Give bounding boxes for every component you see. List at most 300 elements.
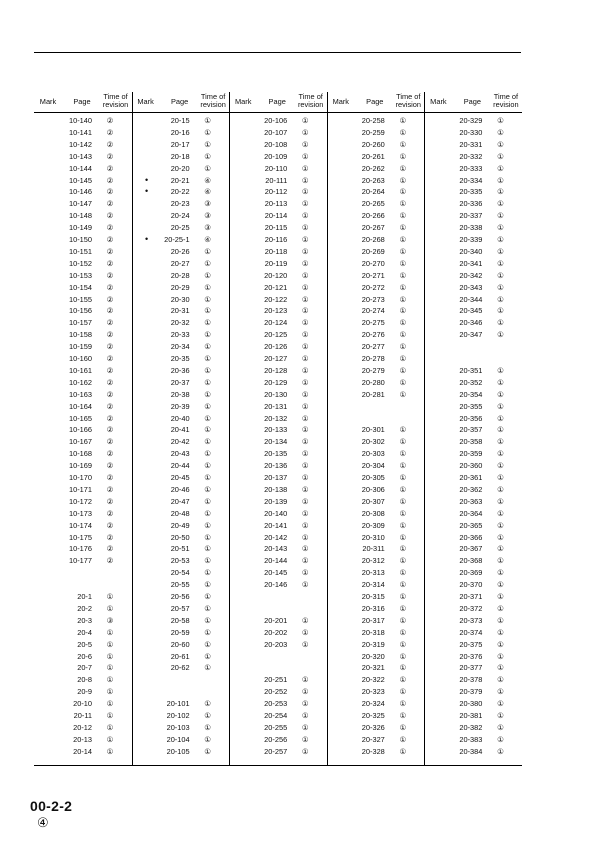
- page-cell: 20-384: [459, 746, 483, 756]
- revision-cell: ①: [204, 294, 211, 304]
- page-cell: 20-358: [459, 437, 483, 447]
- page-cell: 20-379: [459, 687, 483, 697]
- page-cell: 20-343: [459, 282, 483, 292]
- revision-cell: ①: [497, 473, 504, 482]
- revision-cell: ①: [399, 663, 407, 673]
- page-cell: 20-39: [170, 401, 190, 411]
- revision-cell: ①: [301, 127, 309, 137]
- page-cell: 20-48: [170, 508, 190, 518]
- revision-cell: ①: [301, 520, 309, 530]
- page-cell: 20-342: [459, 270, 483, 280]
- page-cell: 20-372: [459, 603, 483, 613]
- mark-cell: •: [145, 174, 149, 185]
- revision-cell: ①: [204, 413, 211, 423]
- page-cell: 20-130: [264, 389, 288, 399]
- page-cell: 20-131: [264, 401, 288, 411]
- revision-cell: ①: [301, 318, 309, 328]
- page-cell: 20-361: [459, 473, 483, 482]
- page-cell: 20-22: [170, 187, 190, 197]
- revision-cell: ①: [497, 330, 504, 340]
- page-cell: 20-28: [170, 270, 190, 280]
- page-cell: 10-158: [68, 330, 92, 340]
- revision-cell: ①: [497, 270, 504, 280]
- revision-cell: ①: [399, 508, 407, 518]
- revision-cell: ①: [497, 401, 504, 411]
- revision-cell: ③: [204, 211, 211, 221]
- page-cell: 20-143: [264, 544, 288, 554]
- page-cell: 20-141: [264, 520, 288, 530]
- header-revision: revision: [200, 100, 226, 109]
- header-page: Page: [170, 97, 189, 106]
- page-cell: 20-3: [77, 615, 92, 625]
- page-cell: 20-118: [264, 246, 288, 256]
- revision-cell: ①: [399, 592, 407, 601]
- revision-cell: ①: [301, 389, 309, 399]
- revision-table: [34, 92, 522, 766]
- revision-cell: ①: [399, 318, 407, 328]
- page-cell: 20-10: [73, 699, 92, 709]
- revision-cell: ①: [301, 199, 309, 209]
- page-cell: 20-262: [361, 163, 385, 173]
- page-cell: 20-53: [170, 556, 190, 566]
- revision-cell: ①: [301, 425, 309, 435]
- page-cell: 20-29: [170, 282, 190, 292]
- revision-cell: ①: [497, 318, 504, 328]
- page-cell: 20-308: [361, 508, 385, 518]
- page-cell: 20-307: [361, 496, 385, 506]
- revision-cell: ①: [301, 734, 309, 744]
- page-cell: 10-141: [68, 127, 92, 137]
- page-cell: 20-376: [459, 651, 483, 661]
- page-cell: 20-368: [459, 556, 483, 566]
- page-cell: 20-382: [459, 722, 483, 732]
- revision-cell: ①: [301, 484, 309, 494]
- revision-cell: ②: [106, 556, 114, 566]
- revision-cell: ①: [301, 151, 309, 161]
- page-cell: 20-255: [264, 722, 288, 732]
- page-cell: 20-260: [361, 139, 385, 149]
- revision-cell: ①: [497, 211, 504, 221]
- page-cell: 20-346: [459, 318, 483, 328]
- revision-cell: ①: [399, 639, 407, 649]
- revision-cell: ①: [204, 116, 211, 125]
- page-revision-mark: ④: [37, 815, 49, 830]
- page-cell: 20-310: [361, 532, 385, 542]
- page-cell: 20-332: [459, 151, 483, 161]
- column-separator: [229, 92, 230, 766]
- page-cell: 20-44: [170, 461, 190, 471]
- revision-cell: ②: [106, 306, 114, 316]
- header-time-of: Time of: [396, 92, 421, 101]
- page-cell: 20-113: [264, 199, 288, 209]
- revision-cell: ①: [399, 520, 407, 530]
- page-cell: 20-102: [166, 711, 190, 720]
- revision-cell: ②: [106, 127, 114, 137]
- page-cell: 20-128: [264, 365, 288, 375]
- revision-cell: ①: [399, 580, 407, 590]
- header-mark: Mark: [39, 97, 57, 106]
- page-cell: 20-266: [361, 211, 385, 221]
- page-cell: 20-122: [264, 294, 288, 304]
- revision-cell: ①: [497, 282, 504, 292]
- revision-cell: ①: [301, 246, 309, 256]
- revision-cell: ①: [497, 520, 504, 530]
- revision-cell: ①: [301, 711, 309, 720]
- page-cell: 20-140: [264, 508, 288, 518]
- revision-cell: ①: [497, 425, 504, 435]
- page-cell: 20-114: [264, 211, 288, 221]
- page-cell: 20-21: [170, 175, 190, 185]
- revision-cell: ①: [204, 365, 211, 375]
- page-cell: 20-314: [361, 580, 385, 590]
- revision-cell: ①: [204, 473, 211, 482]
- revision-cell: ①: [106, 663, 114, 673]
- revision-cell: ①: [497, 639, 504, 649]
- revision-cell: ①: [497, 163, 504, 173]
- revision-cell: ②: [106, 139, 114, 149]
- page-cell: 20-355: [459, 401, 483, 411]
- revision-cell: ②: [106, 365, 114, 375]
- page-cell: 20-142: [264, 532, 288, 542]
- revision-cell: ①: [204, 699, 211, 709]
- revision-cell: ①: [399, 258, 407, 268]
- page-cell: 20-280: [361, 377, 385, 387]
- revision-cell: ①: [204, 270, 211, 280]
- header-mark: Mark: [430, 97, 447, 106]
- revision-cell: ①: [399, 270, 407, 280]
- revision-cell: ①: [301, 377, 309, 387]
- page-cell: 10-147: [68, 199, 92, 209]
- page-cell: 20-105: [166, 746, 190, 756]
- revision-cell: ①: [497, 568, 504, 578]
- page-cell: 20-6: [77, 651, 92, 661]
- page-cell: 20-125: [264, 330, 288, 340]
- revision-cell: ①: [399, 568, 407, 578]
- page-cell: 10-159: [68, 342, 92, 352]
- revision-cell: ②: [106, 175, 114, 185]
- page-cell: 20-106: [264, 116, 288, 125]
- page-cell: 20-134: [264, 437, 288, 447]
- page-cell: 20-272: [361, 282, 385, 292]
- header-mark: Mark: [137, 97, 154, 106]
- revision-cell: ①: [106, 627, 114, 637]
- revision-cell: ①: [204, 151, 211, 161]
- revision-cell: ②: [106, 496, 114, 506]
- revision-cell: ①: [497, 116, 504, 125]
- page-cell: 20-365: [459, 520, 483, 530]
- page-cell: 10-173: [68, 508, 92, 518]
- revision-cell: ①: [106, 675, 114, 685]
- page-cell: 20-273: [361, 294, 385, 304]
- revision-cell: ①: [204, 330, 211, 340]
- revision-cell: ①: [301, 508, 309, 518]
- page-cell: 20-281: [361, 389, 385, 399]
- revision-cell: ①: [204, 163, 211, 173]
- page-cell: 20-305: [361, 473, 385, 482]
- page-cell: 20-335: [459, 187, 483, 197]
- page-cell: 20-318: [361, 627, 385, 637]
- revision-cell: ①: [204, 389, 211, 399]
- revision-cell: ①: [106, 734, 114, 744]
- page-cell: 20-133: [264, 425, 288, 435]
- header-revision: revision: [297, 100, 324, 109]
- page-cell: 10-140: [68, 116, 92, 125]
- page-cell: 20-373: [459, 615, 483, 625]
- page-cell: 20-254: [264, 711, 288, 720]
- revision-cell: ①: [399, 556, 407, 566]
- page-cell: 20-16: [170, 127, 190, 137]
- revision-cell: ①: [497, 389, 504, 399]
- revision-cell: ①: [399, 484, 407, 494]
- revision-cell: ①: [497, 603, 504, 613]
- page-cell: 10-152: [68, 258, 92, 268]
- revision-cell: ①: [301, 699, 309, 709]
- revision-cell: ①: [497, 139, 504, 149]
- page-cell: 20-306: [361, 484, 385, 494]
- revision-cell: ①: [399, 615, 407, 625]
- page-cell: 10-176: [68, 544, 92, 554]
- page-cell: 20-352: [459, 377, 483, 387]
- revision-cell: ②: [106, 199, 114, 209]
- revision-cell: ①: [399, 223, 407, 233]
- header-page: Page: [463, 97, 482, 106]
- page-cell: 20-40: [170, 413, 190, 423]
- page-cell: 20-202: [264, 627, 288, 637]
- page-cell: 10-151: [68, 246, 92, 256]
- revision-cell: ①: [106, 651, 114, 661]
- revision-cell: ②: [106, 354, 114, 363]
- header-time-of-revision: [100, 93, 131, 109]
- page-cell: 20-24: [170, 211, 190, 221]
- revision-cell: ①: [497, 580, 504, 590]
- page-cell: 10-157: [68, 318, 92, 328]
- revision-cell: ①: [497, 461, 504, 471]
- revision-cell: ①: [204, 484, 211, 494]
- revision-cell: ①: [399, 246, 407, 256]
- revision-cell: ①: [399, 354, 407, 363]
- page-cell: 20-1: [77, 592, 92, 601]
- page-cell: 20-38: [170, 389, 190, 399]
- revision-cell: ②: [106, 484, 114, 494]
- page-cell: 20-54: [170, 568, 190, 578]
- revision-cell: ①: [399, 330, 407, 340]
- revision-cell: ②: [106, 330, 114, 340]
- page-cell: 20-104: [166, 734, 190, 744]
- revision-cell: ①: [399, 461, 407, 471]
- revision-cell: ②: [106, 401, 114, 411]
- page-cell: 10-167: [68, 437, 92, 447]
- revision-cell: ①: [399, 377, 407, 387]
- page-cell: 20-275: [361, 318, 385, 328]
- revision-cell: ④: [204, 175, 211, 185]
- revision-cell: ①: [301, 556, 309, 566]
- page-cell: 20-261: [361, 151, 385, 161]
- page-cell: 20-30: [170, 294, 190, 304]
- page-cell: 20-339: [459, 235, 483, 244]
- page-cell: 20-354: [459, 389, 483, 399]
- revision-cell: ①: [204, 437, 211, 447]
- page-cell: 20-36: [170, 365, 190, 375]
- page-cell: 20-317: [361, 615, 385, 625]
- revision-cell: ①: [301, 282, 309, 292]
- page-cell: 20-316: [361, 603, 385, 613]
- page-cell: 20-107: [264, 127, 288, 137]
- revision-cell: ①: [301, 687, 309, 697]
- page-cell: 20-123: [264, 306, 288, 316]
- page-cell: 20-35: [170, 354, 190, 363]
- page-cell: 20-268: [361, 235, 385, 244]
- page-cell: 10-164: [68, 401, 92, 411]
- page-cell: 20-132: [264, 413, 288, 423]
- revision-cell: ①: [399, 235, 407, 244]
- revision-cell: ①: [497, 294, 504, 304]
- page-cell: 20-265: [361, 199, 385, 209]
- revision-cell: ①: [204, 603, 211, 613]
- revision-cell: ①: [399, 449, 407, 459]
- revision-cell: ②: [106, 163, 114, 173]
- revision-cell: ②: [106, 449, 114, 459]
- page-cell: 20-103: [166, 722, 190, 732]
- revision-cell: ①: [204, 746, 211, 756]
- page-cell: 20-253: [264, 699, 288, 709]
- revision-cell: ②: [106, 437, 114, 447]
- revision-cell: ①: [497, 127, 504, 137]
- revision-cell: ①: [301, 568, 309, 578]
- revision-cell: ①: [301, 461, 309, 471]
- revision-cell: ①: [497, 627, 504, 637]
- revision-cell: ①: [399, 722, 407, 732]
- revision-cell: ①: [301, 163, 309, 173]
- revision-cell: ①: [399, 342, 407, 352]
- page-cell: 20-263: [361, 175, 385, 185]
- revision-cell: ①: [497, 663, 504, 673]
- page-cell: 20-25: [170, 223, 190, 233]
- page-cell: 20-338: [459, 223, 483, 233]
- revision-cell: ①: [204, 401, 211, 411]
- page-cell: 20-374: [459, 627, 483, 637]
- page-cell: 20-340: [459, 246, 483, 256]
- revision-cell: ②: [106, 425, 114, 435]
- revision-cell: ①: [301, 473, 309, 482]
- page-cell: 20-59: [170, 627, 190, 637]
- revision-cell: ①: [497, 722, 504, 732]
- page-cell: 20-43: [170, 449, 190, 459]
- page-cell: 20-278: [361, 354, 385, 363]
- revision-cell: ①: [204, 377, 211, 387]
- revision-cell: ②: [106, 473, 114, 482]
- revision-cell: ①: [399, 734, 407, 744]
- page-cell: 20-336: [459, 199, 483, 209]
- page-cell: 10-143: [68, 151, 92, 161]
- page-cell: 20-13: [73, 734, 92, 744]
- page-cell: 20-367: [459, 544, 483, 554]
- revision-cell: ①: [399, 532, 407, 542]
- page-cell: 20-115: [264, 223, 288, 233]
- revision-cell: ①: [301, 211, 309, 221]
- header-time-of: Time of: [103, 92, 128, 101]
- page-cell: 20-377: [459, 663, 483, 673]
- page-cell: 20-256: [264, 734, 288, 744]
- revision-cell: ②: [106, 116, 114, 125]
- page-cell: 20-331: [459, 139, 483, 149]
- page-cell: 10-165: [68, 413, 92, 423]
- page-cell: 20-58: [170, 615, 190, 625]
- header-revision: revision: [395, 100, 422, 109]
- revision-cell: ①: [301, 187, 309, 197]
- revision-cell: ①: [497, 651, 504, 661]
- revision-cell: ①: [204, 425, 211, 435]
- page-cell: 20-56: [170, 592, 190, 601]
- revision-cell: ①: [399, 675, 407, 685]
- page-cell: 20-55: [170, 580, 190, 590]
- header-time-of-revision: [490, 93, 521, 109]
- page-cell: 10-155: [68, 294, 92, 304]
- page-cell: 20-356: [459, 413, 483, 423]
- revision-cell: ①: [497, 556, 504, 566]
- revision-cell: ①: [204, 258, 211, 268]
- revision-cell: ②: [106, 258, 114, 268]
- revision-cell: ①: [497, 437, 504, 447]
- page-cell: 20-45: [170, 473, 190, 482]
- page-cell: 20-41: [170, 425, 190, 435]
- header-mark: Mark: [234, 97, 252, 106]
- page-cell: 10-169: [68, 461, 92, 471]
- page-cell: 10-168: [68, 449, 92, 459]
- page-cell: 20-341: [459, 258, 483, 268]
- page-cell: 20-14: [73, 746, 92, 756]
- page-cell: 20-267: [361, 223, 385, 233]
- page-cell: 20-23: [170, 199, 190, 209]
- page-cell: 20-274: [361, 306, 385, 316]
- revision-cell: ①: [204, 496, 211, 506]
- page-cell: 20-145: [264, 568, 288, 578]
- revision-cell: ①: [399, 199, 407, 209]
- revision-cell: ①: [204, 318, 211, 328]
- revision-cell: ①: [399, 699, 407, 709]
- page-cell: 20-49: [170, 520, 190, 530]
- revision-cell: ①: [301, 675, 309, 685]
- page-cell: 20-33: [170, 330, 190, 340]
- revision-cell: ②: [106, 246, 114, 256]
- revision-cell: ①: [106, 722, 114, 732]
- page-cell: 10-172: [68, 496, 92, 506]
- page-cell: 20-42: [170, 437, 190, 447]
- page-cell: 20-301: [361, 425, 385, 435]
- revision-cell: ②: [106, 389, 114, 399]
- revision-cell: ①: [204, 580, 211, 590]
- page-cell: 10-162: [68, 377, 92, 387]
- revision-cell: ②: [106, 461, 114, 471]
- revision-cell: ①: [399, 496, 407, 506]
- page-cell: 20-360: [459, 461, 483, 471]
- page-cell: 20-325: [361, 711, 385, 720]
- page-cell: 20-270: [361, 258, 385, 268]
- revision-cell: ①: [399, 187, 407, 197]
- revision-cell: ①: [399, 282, 407, 292]
- page-cell: 10-146: [68, 187, 92, 197]
- page-cell: 20-333: [459, 163, 483, 173]
- page-cell: 20-363: [459, 496, 483, 506]
- revision-cell: ①: [301, 449, 309, 459]
- page-cell: 20-136: [264, 461, 288, 471]
- revision-cell: ①: [106, 687, 114, 697]
- page-cell: 20-252: [264, 687, 288, 697]
- revision-cell: ①: [301, 580, 309, 590]
- revision-cell: ①: [301, 116, 309, 125]
- header-time-of: Time of: [493, 92, 519, 101]
- page-cell: 20-277: [361, 342, 385, 352]
- revision-cell: ①: [399, 151, 407, 161]
